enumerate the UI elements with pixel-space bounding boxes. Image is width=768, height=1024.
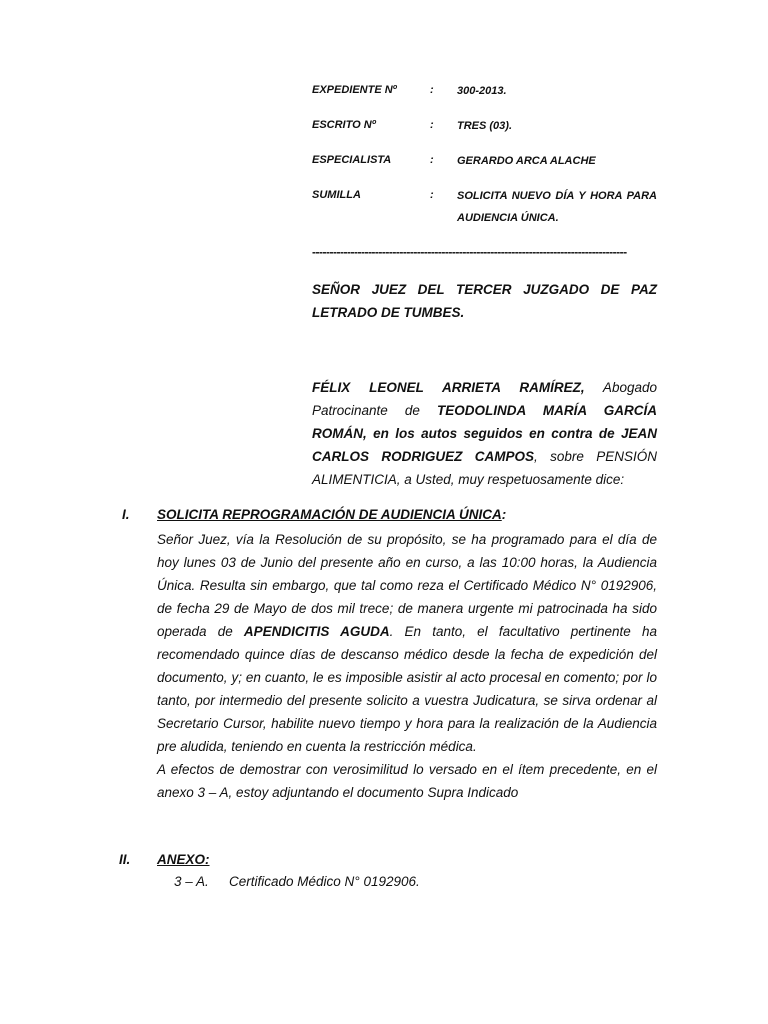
header-colon: : xyxy=(430,189,434,201)
addressee: SEÑOR JUEZ DEL TERCER JUZGADO DE PAZ LETRADO DE TUMBES. xyxy=(312,282,657,320)
section-title xyxy=(157,507,506,522)
section-title-text: SOLICITA REPROGRAMACIÓN DE AUDIENCIA ÚNICA xyxy=(157,507,502,522)
annex-code: 3 – A. xyxy=(174,874,209,889)
annex-description: Certificado Médico N° 0192906. xyxy=(229,874,420,889)
client-and-defendant: TEODOLINDA MARÍA GARCÍA ROMÁN, en los autos seguidos en contra de JEAN CARLOS RODRIGUEZ CAMPOS xyxy=(312,403,657,464)
header-value: TRES (03). xyxy=(457,120,513,132)
section-number: II. xyxy=(119,852,131,867)
header-value: SOLICITA NUEVO DÍA Y HORA PARA AUDIENCIA ÚNICA. xyxy=(457,190,657,224)
body-paragraph: A efectos de demostrar con verosimilitud lo versado en el ítem precedente, en el anexo 3 – A, estoy adjuntando el documento Supra Indicado xyxy=(157,762,657,800)
section-title: ANEXO: xyxy=(157,852,210,867)
header-row-especialista xyxy=(312,154,657,189)
header-row-escrito xyxy=(312,119,657,154)
lawyer-name: FÉLIX LEONEL ARRIETA RAMÍREZ, xyxy=(312,380,585,395)
intro-text: , sobre PENSIÓN ALIMENTICIA, a Usted, muy respetuosamente dice: xyxy=(312,449,657,487)
header-row-sumilla xyxy=(312,189,657,224)
header-label: ESPECIALISTA xyxy=(312,154,392,166)
intro-paragraph xyxy=(312,376,657,491)
section-title-colon: : xyxy=(501,507,507,522)
body-paragraph xyxy=(157,528,657,758)
header-value: 300-2013. xyxy=(457,85,507,97)
header-row-expediente xyxy=(312,84,657,119)
body-text: . En tanto, el facultativo pertinente ha recomendado quince días de descanso médico desde la fecha de expedición del documento, y; en cuanto, le es imposible asistir al acto procesal en comento; por lo tanto, por intermedio del presente solicito a vuestra Judicatura, se sirva ordenar al Secretario Cursor, habilite nuevo tiempo y hora para la realización de la Audiencia pre aludida, teniendo en cuenta la restricción médica. xyxy=(157,624,657,754)
header-colon: : xyxy=(430,84,434,96)
dashed-divider: ------------------------------------------------------------------------------------------ xyxy=(312,245,627,259)
body-text: Señor Juez, vía la Resolución de su propósito, se ha programado para el día de hoy lunes 03 de Junio del presente año en curso, a las 10:00 horas, la Audiencia Única. Resulta sin embargo, que tal como reza el Certificado Médico N° 0192906, de fecha 29 de Mayo de dos mil trece; de manera urgente mi patrocinada ha sido operada de xyxy=(157,532,657,639)
intro-text: Abogado Patrocinante de xyxy=(312,380,657,418)
header-label: EXPEDIENTE Nº xyxy=(312,84,397,96)
header-value: GERARDO ARCA ALACHE xyxy=(457,155,596,167)
case-header xyxy=(312,84,657,224)
header-colon: : xyxy=(430,154,434,166)
header-label: SUMILLA xyxy=(312,189,361,201)
header-label: ESCRITO Nº xyxy=(312,119,376,131)
section-body xyxy=(157,528,657,804)
section-number: I. xyxy=(122,507,130,522)
header-colon: : xyxy=(430,119,434,131)
diagnosis: APENDICITIS AGUDA xyxy=(243,624,390,639)
annex-item xyxy=(174,874,420,889)
